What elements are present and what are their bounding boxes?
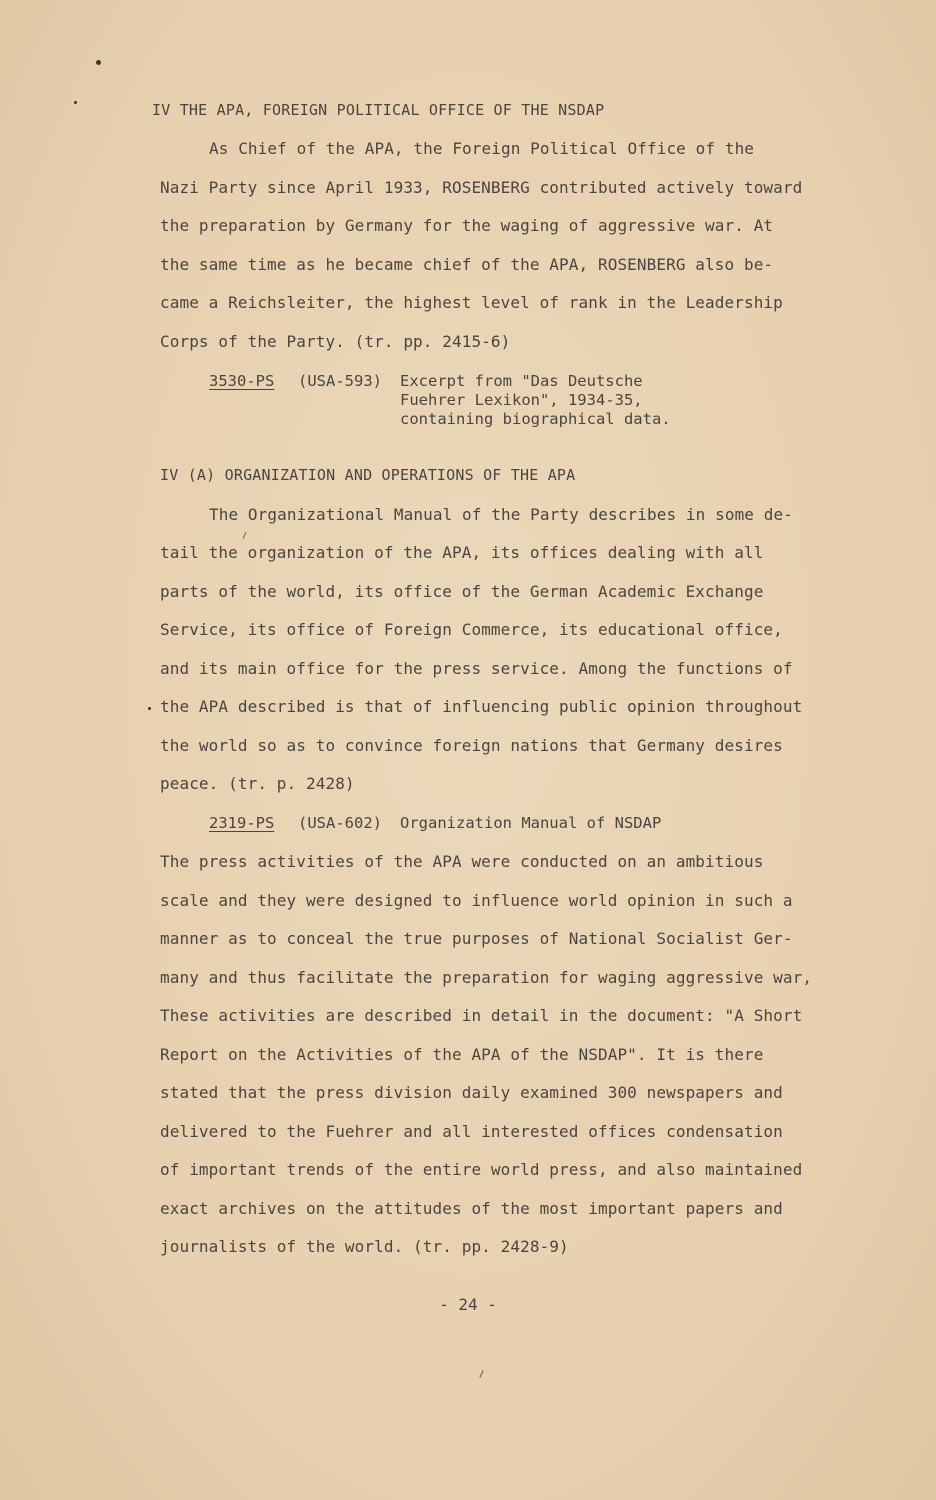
paragraph-line: came a Reichsleiter, the highest level of rank in the Leadership: [160, 293, 783, 312]
paragraph-line: of important trends of the entire world press, and also maintained: [160, 1160, 803, 1179]
paragraph-line: The press activities of the APA were conducted on an ambitious: [160, 852, 764, 871]
citation-description: containing biographical data.: [400, 410, 671, 428]
paragraph-line: stated that the press division daily examined 300 newspapers and: [160, 1083, 783, 1102]
paragraph-line: Report on the Activities of the APA of the NSDAP". It is there: [160, 1045, 764, 1064]
paragraph-line: These activities are described in detail in the document: "A Short: [160, 1006, 803, 1025]
section-heading-organization: IV (A) ORGANIZATION AND OPERATIONS OF THE APA: [160, 466, 576, 484]
paragraph-line: the same time as he became chief of the APA, ROSENBERG also be-: [160, 255, 774, 274]
page-number: - 24 -: [439, 1295, 497, 1314]
citation-exhibit: (USA-602): [298, 814, 382, 832]
paragraph-line: The Organizational Manual of the Party describes in some de-: [209, 505, 793, 524]
paragraph-line: exact archives on the attitudes of the most important papers and: [160, 1199, 783, 1218]
paragraph-line: manner as to conceal the true purposes of National Socialist Ger-: [160, 929, 793, 948]
section-heading-apa: IV THE APA, FOREIGN POLITICAL OFFICE OF THE NSDAP: [152, 101, 605, 119]
paragraph-line: and its main office for the press service. Among the functions of: [160, 659, 793, 678]
citation-doc-number: 3530-PS: [209, 372, 275, 390]
paragraph-line: journalists of the world. (tr. pp. 2428-9): [160, 1237, 569, 1256]
paragraph-line: delivered to the Fuehrer and all interested offices condensation: [160, 1122, 783, 1141]
citation-description: Excerpt from "Das Deutsche: [400, 372, 643, 390]
ink-speck: [74, 101, 77, 104]
citation-description: Organization Manual of NSDAP: [400, 814, 662, 832]
paragraph-line: the world so as to convince foreign nations that Germany desires: [160, 736, 783, 755]
ink-speck: [148, 707, 151, 710]
paragraph-line: scale and they were designed to influence world opinion in such a: [160, 891, 793, 910]
paragraph-line: peace. (tr. p. 2428): [160, 774, 355, 793]
citation-doc-number: 2319-PS: [209, 814, 275, 832]
citation-exhibit: (USA-593): [298, 372, 382, 390]
paragraph-line: the APA described is that of influencing public opinion throughout: [160, 697, 803, 716]
paragraph-line: many and thus facilitate the preparation for waging aggressive war,: [160, 968, 813, 987]
paragraph-line: As Chief of the APA, the Foreign Political Office of the: [209, 139, 755, 158]
paragraph-line: Service, its office of Foreign Commerce, its educational office,: [160, 620, 783, 639]
paragraph-line: Corps of the Party. (tr. pp. 2415-6): [160, 332, 511, 351]
ink-speck: [96, 60, 101, 65]
citation-description: Fuehrer Lexikon", 1934-35,: [400, 391, 643, 409]
pencil-mark: [479, 1370, 483, 1378]
paragraph-line: tail the organization of the APA, its offices dealing with all: [160, 543, 764, 562]
paragraph-line: the preparation by Germany for the waging of aggressive war. At: [160, 216, 774, 235]
pencil-mark: [243, 532, 247, 539]
paragraph-line: Nazi Party since April 1933, ROSENBERG contributed actively toward: [160, 178, 803, 197]
paragraph-line: parts of the world, its office of the German Academic Exchange: [160, 582, 764, 601]
